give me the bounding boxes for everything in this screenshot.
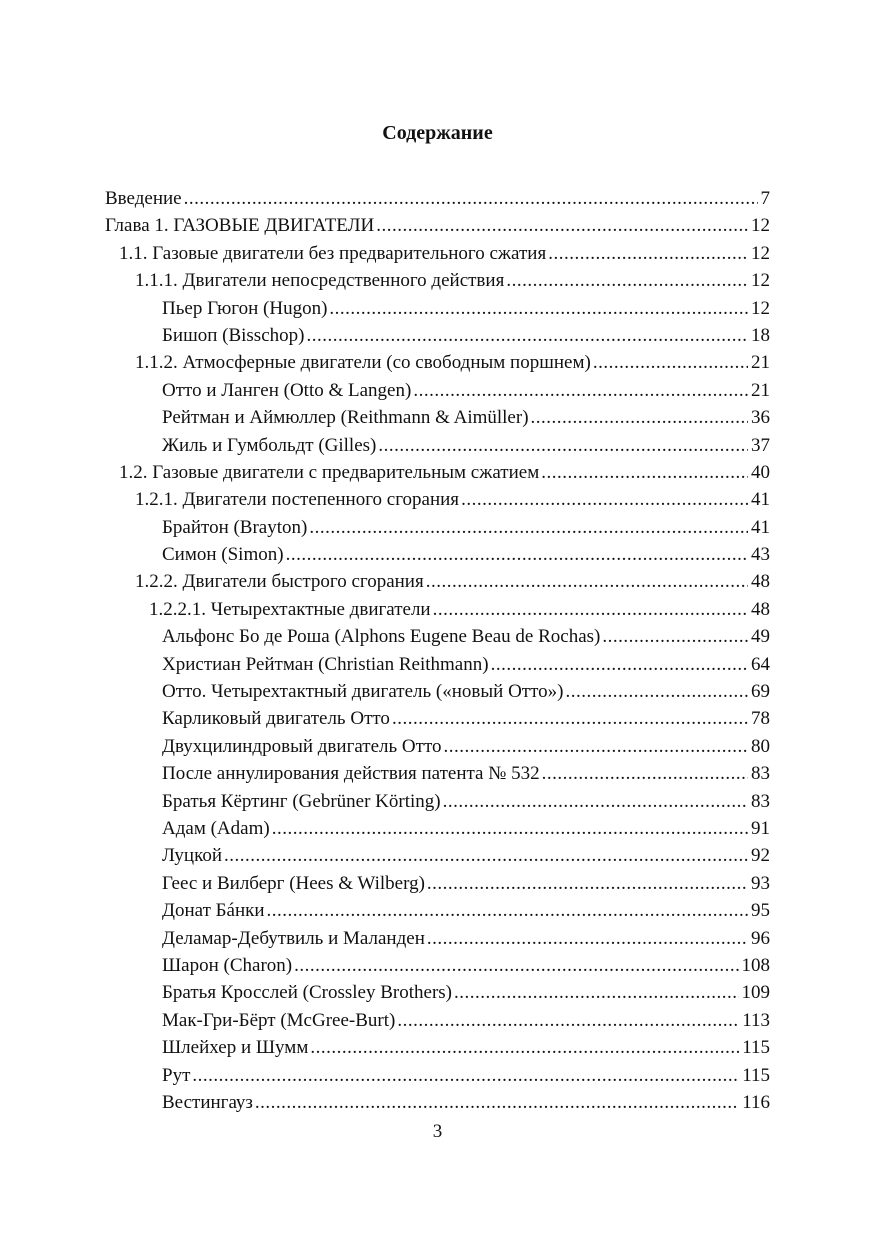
toc-entry[interactable] [105,1034,770,1061]
dot-leader [433,596,748,623]
toc-entry-title: Адам (Adam) [162,817,270,839]
toc-entry-page: 18 [751,324,770,346]
dot-leader [443,788,748,815]
dot-leader [309,514,748,541]
toc-entry-title: 1.2.2.1. Четырехтактные двигатели [149,598,431,620]
toc-entry-page: 7 [760,188,770,209]
dot-leader [272,815,748,842]
toc-entry-title: Вестингауз [162,1091,253,1113]
toc-entry-page: 83 [751,763,770,785]
toc-entry-page: 21 [751,352,770,374]
toc-entry-page: 12 [751,297,770,319]
dot-leader [224,842,748,869]
dot-leader [548,240,748,267]
toc-entry-page: 113 [742,1009,770,1031]
toc-entry-page: 91 [751,817,770,839]
toc-entry-title: Введение [105,188,182,209]
dot-leader [542,760,748,787]
dot-leader [565,678,748,705]
dot-leader [413,377,748,404]
toc-entry-title: Шлейхер и Шумм [162,1037,309,1059]
toc-entry[interactable] [105,185,770,212]
toc-entry[interactable] [105,568,770,595]
toc-entry-page: 95 [751,900,770,922]
toc-entry-page: 69 [751,681,770,703]
toc-entry-title: 1.2.1. Двигатели постепенного сгорания [135,489,460,511]
toc-entry-title: Мак-Гри-Бёрт (McGree-Burt) [162,1009,396,1031]
toc-entry-page: 78 [751,708,770,730]
toc-entry[interactable] [105,760,770,787]
toc-entry-title: Пьер Гюгон (Hugon) [162,297,328,319]
toc-entry-page: 96 [751,927,770,949]
toc-entry-title: После аннулирования действия патента № 532 [162,763,540,785]
toc-entry-page: 92 [751,845,770,867]
dot-leader [376,212,748,239]
toc-entry[interactable] [105,295,770,322]
dot-leader [192,1062,739,1089]
toc-entry[interactable] [105,870,770,897]
toc-entry-title: Христиан Рейтман (Christian Reithmann) [162,653,489,675]
toc-entry[interactable] [105,377,770,404]
toc-entry-page: 48 [751,598,770,620]
toc-entry[interactable] [105,404,770,431]
toc-entry-page: 41 [751,489,770,511]
toc-entry[interactable] [105,1089,770,1116]
toc-entry[interactable] [105,1007,770,1034]
toc-entry-title: Симон (Simon) [162,544,284,566]
toc-entry[interactable] [105,349,770,376]
toc-entry[interactable] [105,459,770,486]
toc-entry-page: 116 [742,1091,770,1113]
toc-entry-page: 115 [742,1037,770,1059]
toc-entry-title: 1.1. Газовые двигатели без предварительного сжатия [119,242,547,264]
toc-entry-title: Луцкой [162,845,223,867]
toc-entry[interactable] [105,322,770,349]
toc-entry-title: Отто и Ланген (Otto & Langen) [162,379,412,401]
toc-entry-page: 12 [751,215,770,237]
toc-entry[interactable] [105,788,770,815]
toc-entry[interactable] [105,733,770,760]
toc-entry-page: 37 [751,434,770,456]
toc-entry-page: 43 [751,544,770,566]
toc-entry[interactable] [105,678,770,705]
toc-entry-page: 49 [751,626,770,648]
dot-leader [310,1034,739,1061]
page-title: Содержание [382,122,493,144]
toc-entry[interactable] [105,623,770,650]
toc-entry[interactable] [105,1062,770,1089]
toc-entry-page: 80 [751,735,770,757]
toc-entry-page: 21 [751,379,770,401]
dot-leader [184,185,758,212]
dot-leader [602,623,748,650]
dot-leader [427,925,748,952]
dot-leader [427,870,748,897]
toc-entry-title: 1.2.2. Двигатели быстрого сгорания [135,571,424,593]
toc-entry-title: Рут [162,1064,191,1086]
toc-entry[interactable] [105,541,770,568]
dot-leader [491,651,748,678]
toc-entry[interactable] [105,432,770,459]
toc-entry-title: Рейтман и Аймюллер (Reithmann & Aimüller) [162,407,529,429]
dot-leader [506,267,748,294]
toc-entry[interactable] [105,815,770,842]
dot-leader [286,541,748,568]
toc-entry[interactable] [105,705,770,732]
toc-entry-page: 36 [751,407,770,429]
toc-entry-page: 93 [751,872,770,894]
page-number: 3 [432,1121,443,1142]
toc-entry-title: Альфонс Бо де Роша (Alphons Eugene Beau de Rochas) [162,626,601,648]
toc-entry-title: 1.1.2. Атмосферные двигатели (со свободным поршнем) [135,352,591,374]
toc-entry[interactable] [105,514,770,541]
toc-entry-title: Карликовый двигатель Отто [162,708,390,730]
toc-entry-title: 1.2. Газовые двигатели с предварительным сжатием [119,461,540,483]
toc-entry-page: 12 [751,242,770,264]
dot-leader [255,1089,739,1116]
toc-entry-page: 83 [751,790,770,812]
toc-entry-title: Отто. Четырехтактный двигатель («новый Отто») [162,681,564,703]
dot-leader [454,979,739,1006]
toc-entry-page: 64 [751,653,770,675]
toc-entry-page: 41 [751,516,770,538]
toc-entry-title: Братья Кёртинг (Gebrüner Körting) [162,790,441,812]
toc-entry[interactable] [105,925,770,952]
dot-leader [294,952,738,979]
toc-entry-page: 12 [751,270,770,292]
toc-entry[interactable] [105,212,770,239]
toc-entry-title: Шарон (Charon) [162,954,293,976]
dot-leader [444,733,748,760]
toc-entry-page: 40 [751,461,770,483]
toc-entry[interactable] [105,979,770,1006]
toc-entry-title: Бишоп (Bisschop) [162,324,305,346]
toc-entry[interactable] [105,486,770,513]
dot-leader [541,459,748,486]
dot-leader [378,432,748,459]
dot-leader [392,705,748,732]
toc-entry[interactable] [105,897,770,924]
toc-entry-title: Брайтон (Brayton) [162,516,308,538]
toc-entry-title: Жиль и Гумбольдт (Gilles) [162,434,377,456]
toc-entry-title: 1.1.1. Двигатели непосредственного действия [135,270,505,292]
toc-entry[interactable] [105,651,770,678]
dot-leader [426,568,748,595]
toc-entry[interactable] [105,842,770,869]
toc-entry-title: Донат Бáнки [162,900,265,922]
toc-entry-title: Деламар-Дебутвиль и Маланден [162,927,425,949]
toc-entry-page: 109 [741,982,770,1004]
toc-entry-title: Братья Кросслей (Crossley Brothers) [162,982,452,1004]
toc-entry[interactable] [105,596,770,623]
dot-leader [593,349,748,376]
dot-leader [461,486,748,513]
toc-entry[interactable] [105,952,770,979]
dot-leader [531,404,748,431]
dot-leader [397,1007,739,1034]
dot-leader [306,322,748,349]
dot-leader [329,295,748,322]
toc-entry[interactable] [105,240,770,267]
toc-entry[interactable] [105,267,770,294]
toc-entry-page: 115 [742,1064,770,1086]
toc-entry-title: Глава 1. ГАЗОВЫЕ ДВИГАТЕЛИ [105,215,375,237]
dot-leader [267,897,748,924]
table-of-contents [105,185,770,1116]
toc-entry-title: Двухцилиндровый двигатель Отто [162,735,442,757]
toc-entry-title: Геес и Вилберг (Hees & Wilberg) [162,872,425,894]
toc-entry-page: 48 [751,571,770,593]
toc-entry-page: 108 [741,954,770,976]
